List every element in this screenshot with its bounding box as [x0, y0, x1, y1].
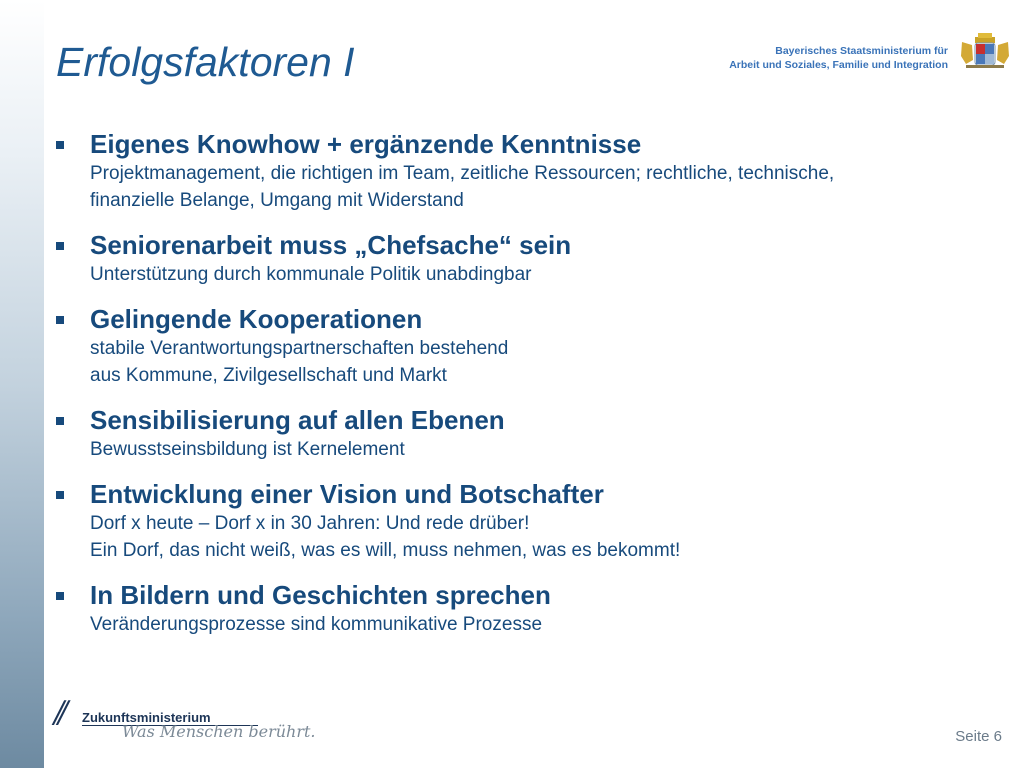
- list-item-text: finanzielle Belange, Umgang mit Widerstand: [90, 190, 464, 211]
- list-item-text: Ein Dorf, das nicht weiß, was es will, muss nehmen, was es bekommt!: [90, 540, 681, 561]
- list-item: [56, 229, 996, 288]
- zukunftsministerium-logo: [54, 695, 316, 746]
- left-gradient-bar: [0, 0, 44, 768]
- list-item-text: aus Kommune, Zivilgesellschaft und Markt: [90, 365, 447, 386]
- list-item-heading: In Bildern und Geschichten sprechen: [90, 580, 551, 610]
- logo-name: Zukunftsministerium: [82, 710, 211, 725]
- ministry-name: [729, 44, 948, 72]
- list-item-text: Unterstützung durch kommunale Politik unabdingbar: [90, 264, 532, 285]
- list-item: [56, 128, 996, 214]
- list-item: [56, 478, 996, 564]
- list-item-heading: Gelingende Kooperationen: [90, 304, 423, 334]
- list-item-text: Projektmanagement, die richtigen im Team, zeitliche Ressourcen; rechtliche, technische,: [90, 163, 835, 184]
- list-item-heading: Eigenes Knowhow + ergänzende Kenntnisse: [90, 129, 642, 159]
- list-item-heading: Entwicklung einer Vision und Botschafter: [90, 479, 604, 509]
- list-item: [56, 579, 996, 638]
- list-item-text: Veränderungsprozesse sind kommunikative Prozesse: [90, 614, 543, 635]
- ministry-name-line-1: Bayerisches Staatsministerium für: [775, 45, 948, 57]
- list-item: [56, 303, 996, 389]
- ministry-name-line-2: Arbeit und Soziales, Familie und Integration: [729, 59, 948, 71]
- square-bullet-icon: [56, 141, 64, 149]
- bavarian-coat-of-arms-icon: [958, 32, 1012, 70]
- square-bullet-icon: [56, 491, 64, 499]
- square-bullet-icon: [56, 316, 64, 324]
- list-item-text: stabile Verantwortungspartnerschaften bestehend: [90, 338, 509, 359]
- success-factors-list: [56, 128, 996, 653]
- slide-title: Erfolgsfaktoren I: [56, 39, 355, 85]
- square-bullet-icon: [56, 592, 64, 600]
- square-bullet-icon: [56, 242, 64, 250]
- page-number: Seite 6: [955, 728, 1002, 745]
- list-item-heading: Sensibilisierung auf allen Ebenen: [90, 405, 505, 435]
- list-item-text: Dorf x heute – Dorf x in 30 Jahren: Und rede drüber!: [90, 513, 530, 534]
- logo-slashes: //: [54, 695, 63, 730]
- logo-claim: Was Menschen berührt.: [122, 722, 316, 741]
- list-item-text: Bewusstseinsbildung ist Kernelement: [90, 439, 405, 460]
- list-item-heading: Seniorenarbeit muss „Chefsache“ sein: [90, 230, 572, 260]
- square-bullet-icon: [56, 417, 64, 425]
- list-item: [56, 404, 996, 463]
